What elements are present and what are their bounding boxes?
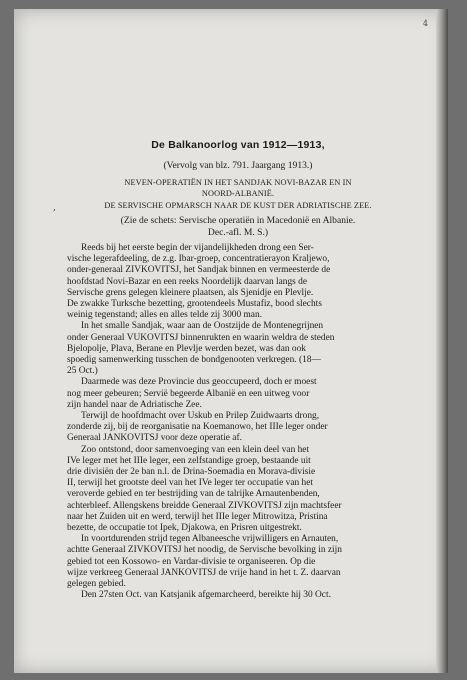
section-heading-line: DE SERVISCHE OPMARSCH NAAR DE KUST DER ADRIATISCHE ZEE. xyxy=(104,201,372,210)
text-line: II, terwijl het grootste deel van het IVe leger ter occupatie van het xyxy=(67,478,313,489)
page-mark: 4 xyxy=(422,19,428,28)
text-line: weinig tegenstand; alles en alles telde zij 3000 man. xyxy=(67,310,262,321)
continuation-note: (Vervolg van blz. 791. Jaargang 1913.) xyxy=(163,160,313,171)
text-line: achtte Generaal ZIVKOVITSJ het noodig, de Servische bevolking in zijn xyxy=(67,545,342,556)
text-line: Den 27sten Oct. van Katsjanik afgemarcheerd, bereikte hij 30 Oct. xyxy=(81,590,331,601)
text-line: Zoo ontstond, door samenvoeging van een klein deel van het xyxy=(81,444,310,455)
text-line: In het smalle Sandjak, waar aan de Oostzijde de Montenegrijnen xyxy=(81,321,324,332)
text-line: In voortdurenden strijd tegen Albaneesche vrijwilligers en Arnauten, xyxy=(81,534,339,545)
text-line: spoedig samenwerking tusschen de bondgenooten verkregen. (18— xyxy=(67,355,321,366)
stray-mark: , xyxy=(53,203,56,213)
article-body xyxy=(67,243,409,602)
text-line: gelegen gebied. xyxy=(67,579,126,590)
text-line: drie divisiën der 2e ban n.l. de Drina-Soemadia en Morava-divisie xyxy=(67,467,316,478)
text-line: Reeds bij het eerste begin der vijandelijkheden drong een Ser- xyxy=(81,243,314,253)
text-line: Bjelopolje, Plava, Berane en Plevlje werden bezet, was dan ook xyxy=(67,343,306,354)
paragraph xyxy=(67,445,409,535)
text-line: wijze verkreeg Generaal JANKOVITSJ de vrije hand in het t. Z. daarvan xyxy=(67,567,341,578)
text-line: hoofdstad Novi-Bazar en een reeks Noordelijk daarvan langs de xyxy=(67,276,308,287)
text-line: achterbleef. Allengskens breidde Generaal ZIVKOVITSJ zijn machtsfeer xyxy=(67,500,342,511)
text-line: Daarmede was deze Provincie dus geoccupeerd, doch er moest xyxy=(81,377,317,388)
text-line: onder-generaal ZIVKOVITSJ, het Sandjak binnen en vermeesterde de xyxy=(67,265,331,276)
page-spine-shadow xyxy=(436,9,448,673)
text-line: De zwakke Turksche bezetting, grootendeels Mustafiz, bood slechts xyxy=(67,299,322,310)
sketch-note-line: (Zie de schets: Servische operatiën in Macedonië en Albanie. xyxy=(120,215,356,226)
sketch-note-line: Dec.-afl. M. S.) xyxy=(207,227,269,238)
text-line: Terwijl de hoofdmacht over Uskub en Prilep Zuidwaarts drong, xyxy=(81,411,320,422)
paragraph xyxy=(67,534,409,590)
text-line: bezette, de occupatie tot Ipek, Djakowa, en Prisren uitgestrekt. xyxy=(67,523,302,534)
section-heading-line: NEVEN-OPERATIËN IN HET SANDJAK NOVI-BAZAR EN IN xyxy=(124,178,352,187)
text-line: 25 Oct.) xyxy=(67,366,98,377)
text-line: onder Generaal VUKOVITSJ binnenrukten en waarin weldra de steden xyxy=(67,332,335,343)
text-line: Servische grens gelegen kleinere plaatsen, als Sjenidje en Plevlje. xyxy=(67,287,314,298)
text-line: nog meer gebeuren; Servië begeerde Albanië en een uitweg voor xyxy=(67,388,310,399)
document-page xyxy=(14,9,448,673)
text-line: zonderde zij, bij de reorganisatie na Koemanowo, het IIIe leger onder xyxy=(67,422,328,433)
text-line: IVe leger met het IIIe leger, een zelfstandige groep, bestaande uit xyxy=(67,455,311,466)
text-line: Generaal JANKOVITSJ voor deze operatie af. xyxy=(67,433,242,444)
paragraph xyxy=(67,321,409,377)
article-title: De Balkanoorlog van 1912—1913, xyxy=(151,139,325,151)
paragraph xyxy=(67,411,409,445)
paragraph xyxy=(67,377,409,411)
text-line: gebied tot een Kossowo- en Vardar-divisie te organiseeren. Op die xyxy=(67,556,316,567)
text-line: zijn handel naar de Adriatische Zee. xyxy=(67,399,202,410)
section-heading-line: NOORD-ALBANIË. xyxy=(201,189,275,198)
text-line: vische legerafdeeling, de z.g. Ibar-groep, concentratierayon Kraljewo, xyxy=(67,254,330,265)
paragraph xyxy=(67,243,409,321)
text-line: naar het Zuiden uit en werd, terwijl het IIIe leger Mitrowitza, Pristina xyxy=(67,511,328,522)
text-line: veroverde gebied en ter bestrijding van de talrijke Arnautenbenden, xyxy=(67,489,320,500)
paragraph xyxy=(67,590,409,601)
